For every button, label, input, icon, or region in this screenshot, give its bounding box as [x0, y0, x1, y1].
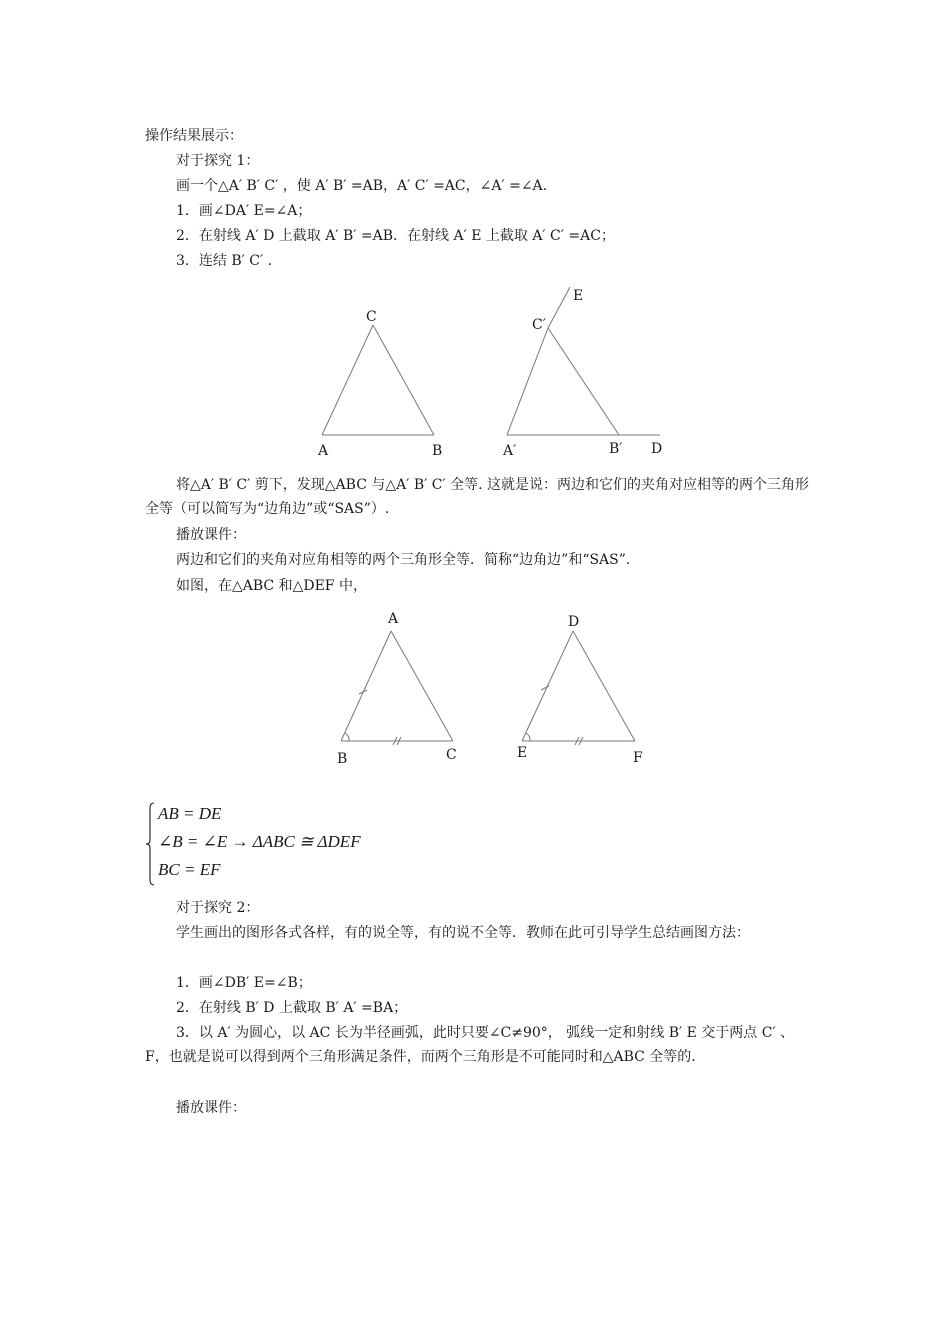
label-b-prime: B′: [609, 441, 623, 457]
angle-e-arc: [526, 733, 530, 741]
paragraph-explore-2: 学生画出的图形各式各样，有的说全等，有的说不全等．教师在此可引导学生总结画图方法：: [176, 925, 750, 941]
label-c: C: [446, 747, 457, 763]
step-1: 1．画∠DA′ E=∠A；: [176, 203, 312, 219]
label-e: E: [573, 288, 584, 304]
label-a-prime: A′: [503, 443, 517, 459]
equation-row-1: AB = DE: [158, 804, 222, 823]
label-b: B: [337, 751, 348, 767]
heading-results: 操作结果展示：: [145, 128, 243, 144]
equation-row-3: BC = EF: [158, 860, 221, 879]
explore-2-title: 对于探究 2：: [176, 900, 260, 916]
label-a: A: [318, 443, 329, 459]
task-line: 画一个△A′ B′ C′ ，使 A′ B′ =AB，A′ C′ =AC，∠A′ =∠A.: [176, 178, 548, 194]
label-d: D: [651, 441, 663, 457]
sas-proof-equation: [145, 800, 445, 890]
paragraph-conclusion-1: 将△A′ B′ C′ 剪下，发现△ABC 与△A′ B′ C′ 全等. 这就是说：两边和它们的夹角对应相等的两个三角形全等（可以简写为“边角边”或“SAS”）.: [145, 477, 810, 517]
equation-row-2: ∠B = ∠E → ΔABC ≅ ΔDEF: [158, 832, 361, 851]
paragraph-step-2-3: 3．以 A′ 为圆心，以 AC 长为半径画弧，此时只要∠C≠90°， 弧线一定和射线 B′ E 交于两点 C′ 、F，也就是说可以得到两个三角形满足条件，而两个三角形是不可能同时和△ABC 全等的.: [145, 1025, 795, 1065]
tick-de: [541, 686, 549, 690]
edge-df: [573, 631, 635, 741]
label-d: D: [568, 614, 580, 630]
label-c: C: [366, 309, 377, 325]
step-2-2: 2．在射线 B′ D 上截取 B′ A′ =BA；: [176, 1000, 408, 1016]
label-c-prime: C′: [532, 317, 546, 333]
figure-intro: 如图，在△ABC 和△DEF 中，: [176, 578, 367, 594]
edge-de: [522, 631, 573, 741]
explore-1-title: 对于探究 1：: [176, 153, 260, 169]
play-courseware-2: 播放课件：: [176, 1100, 246, 1116]
sas-statement: 两边和它们的夹角对应角相等的两个三角形全等．简称“边角边”和“SAS”．: [176, 552, 640, 568]
edge-ac: [391, 631, 453, 741]
edge-ab: [341, 631, 391, 741]
label-a: A: [388, 611, 399, 627]
label-e: E: [517, 745, 528, 761]
label-f: F: [633, 750, 643, 766]
angle-b-arc: [345, 733, 349, 741]
step-2: 2．在射线 A′ D 上截取 A′ B′ =AB．在射线 A′ E 上截取 A′ C′ =AC；: [176, 228, 615, 244]
step-3: 3．连结 B′ C′ .: [176, 253, 273, 269]
label-b: B: [432, 443, 443, 459]
play-courseware-1: 播放课件：: [176, 527, 246, 543]
step-2-1: 1．画∠DB′ E=∠B；: [176, 975, 312, 991]
left-brace: [145, 802, 155, 886]
